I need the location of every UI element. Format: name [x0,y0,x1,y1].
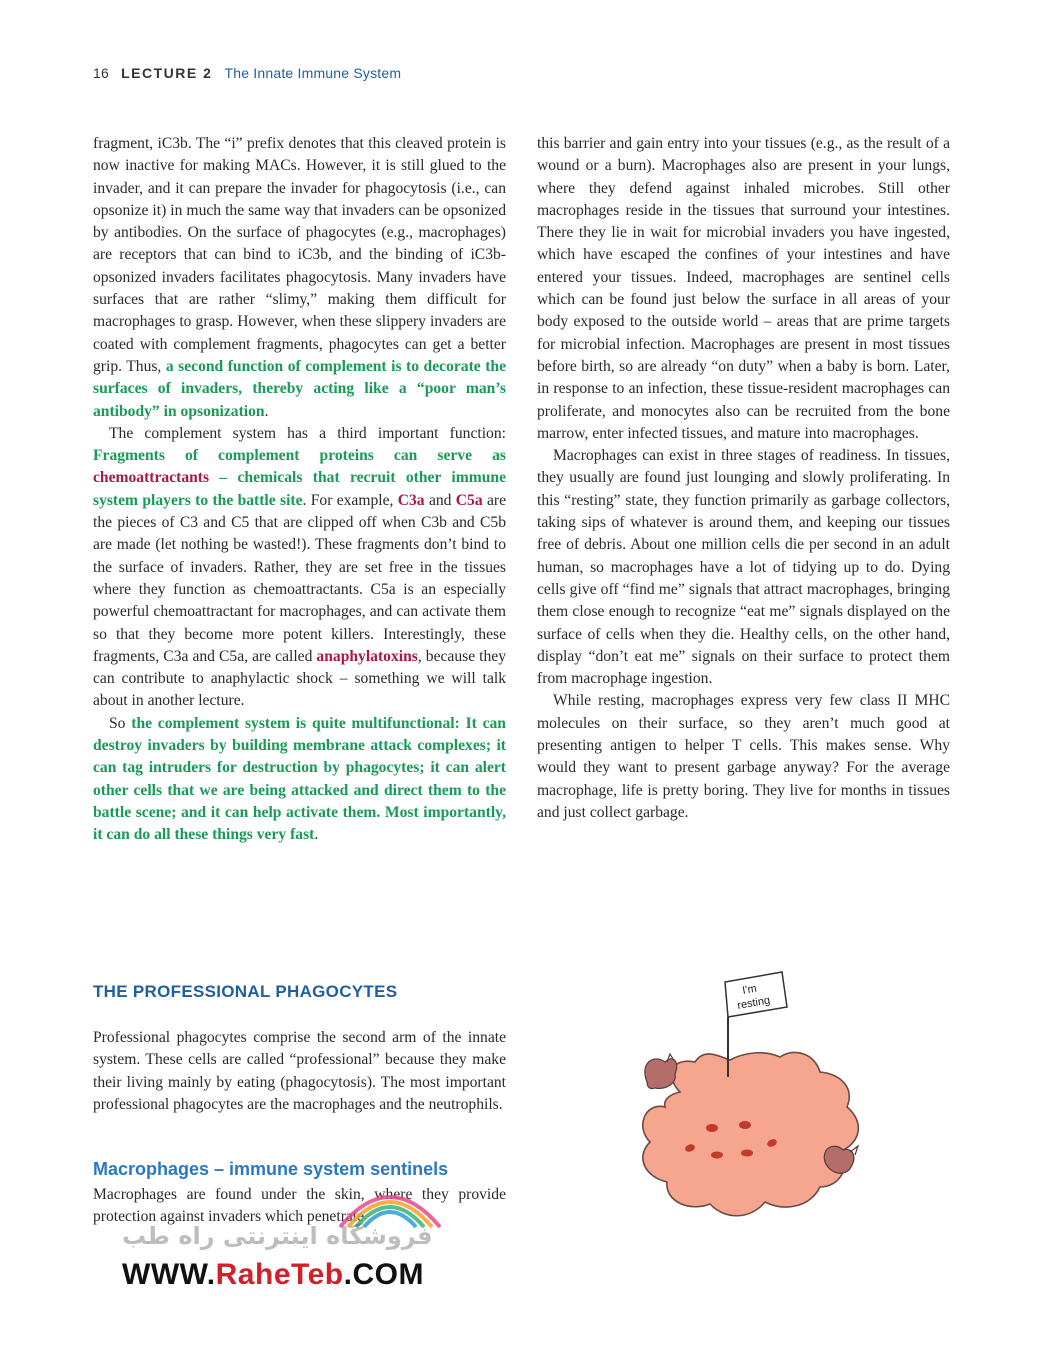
watermark-persian-text: فروشگاه اینترنتی راه طب [122,1222,433,1250]
garbage-bag [645,1059,677,1089]
running-header [93,65,401,81]
cell-smile-dot [741,1150,753,1157]
cell-eye [739,1121,751,1129]
key-term: C5a [455,491,483,509]
cell-smile-dot [711,1152,723,1159]
text-run: and [428,491,452,509]
section-heading: THE PROFESSIONAL PHAGOCYTES [93,982,398,1001]
text-run: So [109,714,126,732]
paragraph: Macrophages can exist in three stages of readiness. In tissues, they usually are found just lounging and slowly proliferating. In this “resting” state, they function primarily as garbage collectors, taking sips of whatever is around them, and keeping our tissues free of debris. About one million cells die per second in an adult human, so macrophages have a lot of tidying up to do. Dying cells give off “find me” signals that attract macrophages, bringing them close enough to recognize “eat me” signals displayed on the surface of cells when they die. Healthy cells, on the other hand, display “don’t eat me” signals on their surface to protect them from macrophage ingestion. [537,447,950,688]
paragraph: While resting, macrophages express very few class II MHC molecules on their surface, so they aren’t much good at presenting antigen to helper T cells. This makes sense. Why would they want to present garbage anyway? For the average macrophage, life is pretty boring. They live for months in tissues and just collect garbage. [537,692,950,821]
lecture-label: LECTURE 2 [121,65,213,81]
paragraph [93,713,506,847]
text-run: are the pieces of C3 and C5 that are clipped off when C3b and C5b are made (let nothing be wasted!). These fragments don’t bind to the surface of invaders. Rather, they are set free in the tissues where they function as chemoattractants. C5a is an especially powerful chemoattractant for macrophages, and can activate them so that they become more potent killers. Interestingly, these fragments, C3a and C5a, are called [93,491,507,665]
subsection-heading: Macrophages – immune system sentinels [93,1159,449,1179]
key-term: anaphylatoxins [316,647,418,665]
flag-text-line1: I'm [741,982,758,997]
paragraph: Macrophages are found under the skin, where they provide protection against invaders which penetrate [93,1186,506,1226]
url-brand: RaheTeb [215,1258,344,1291]
text-run: The complement system has a third important function: [109,424,506,442]
flag-text-line2: resting [736,994,772,1012]
highlight-text: the complement system is quite multifunctional: It can destroy invaders by building membrane attack complexes; it can tag intruders for destruction by phagocytes; it can alert other cells that we are being attacked and direct them to the battle scene; and it can help activate them. Most importantly, it can do all these things very fast [93,714,506,844]
paragraph: Professional phagocytes comprise the second arm of the innate system. These cells are called “professional” because they make their living mainly by eating (phagocytosis). The most important professional phagocytes are the macrophages and the neutrophils. [93,1029,506,1113]
highlight-text: Fragments of complement proteins can serve as [93,447,506,465]
highlight-text: – chemicals that recruit other immune system players to the battle site [93,469,506,509]
left-column [93,133,506,847]
url-prefix: WWW. [122,1258,216,1291]
text-run: , because they can contribute to anaphylactic shock – something we will talk about in another lecture. [93,647,507,710]
paragraph: this barrier and gain entry into your tissues (e.g., as the result of a wound or a burn). Macrophages also are present in your lungs, where they defend against inhaled microbes. Still other macrophages reside in the tissues that surround your intestines. There they lie in wait for microbial invaders you have ingested, which have escaped the confines of your intestines and have entered your tissues. Indeed, macrophages are sentinel cells which can be found just below the surface in all areas of your body exposed to the outside world – areas that are prime targets for microbial infection. Macrophages are present in most tissues before birth, so are already “on duty” when a baby is born. Later, in response to an infection, these tissue-resident macrophages can proliferate, and monocytes also can be recruited from the bone marrow, enter infected tissues, and mature into macrophages. [537,135,950,442]
paragraph [93,423,506,713]
text-run: . For example, [302,491,394,509]
url-suffix: .COM [343,1258,424,1291]
page-number: 16 [93,65,109,81]
key-term: chemoattractants [93,469,210,487]
right-column [537,133,950,824]
section-intro [93,1027,506,1116]
paragraph [93,133,506,423]
watermark-url[interactable] [122,1258,424,1292]
cell-eye [706,1124,718,1132]
lecture-title: The Innate Immune System [224,65,402,81]
resting-macrophage-illustration [625,962,885,1232]
text-run: . [314,826,319,844]
text-run: . [264,402,269,420]
key-term: C3a [397,491,425,509]
highlight-text: a second function of complement is to decorate the surfaces of invaders, thereby acting like a “poor man’s antibody” in opsonization [93,357,506,420]
text-run: fragment, iC3b. The “i” prefix denotes that this cleaved protein is now inactive for making MACs. However, it is still glued to the invader, and it can prepare the invader for phagocytosis (i.e., can opsonize it) in much the same way that invaders can be opsonized by antibodies. On the surface of phagocytes (e.g., macrophages) are receptors that can bind to iC3b, and the binding of iC3b-opsonized invaders facilitates phagocytosis. Many invaders have surfaces that are rather “slimy,” making them difficult for macrophages to grasp. However, when these slippery invaders are coated with complement fragments, phagocytes can get a better grip. Thus, [93,135,506,375]
